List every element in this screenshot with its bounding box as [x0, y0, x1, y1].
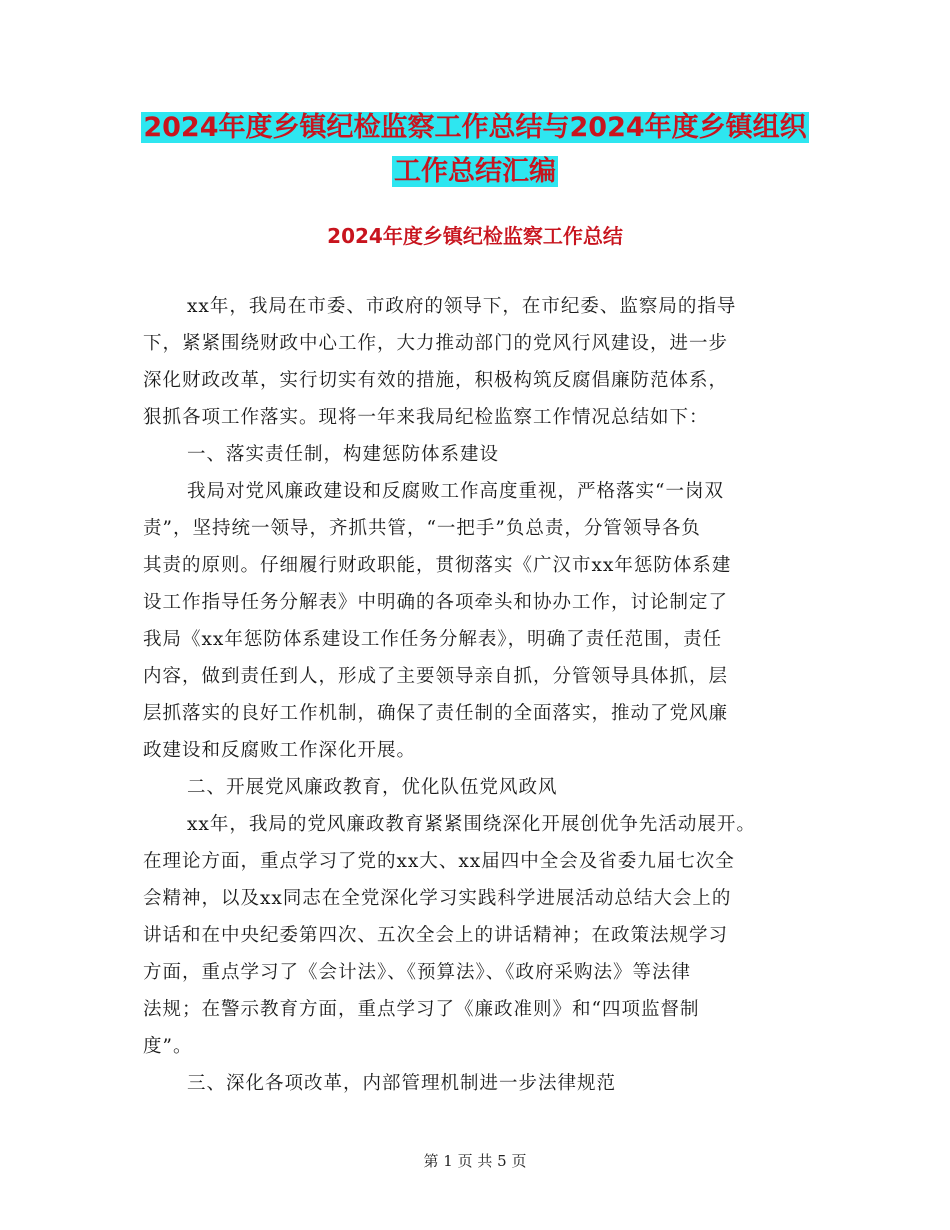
body-line: 会精神，以及xx同志在全党深化学习实践科学进展活动总结大会上的	[143, 888, 732, 909]
body-line: xx年，我局在市委、市政府的领导下，在市纪委、监察局的指导	[187, 296, 737, 317]
body-line: 我局《xx年惩防体系建设工作任务分解表》，明确了责任范围，责任	[143, 629, 723, 650]
section-title: 2024年度乡镇纪检监察工作总结	[327, 224, 623, 248]
section-heading: 三、深化各项改革，内部管理机制进一步法律规范	[187, 1073, 617, 1094]
body-line: xx年，我局的党风廉政教育紧紧围绕深化开展创优争先活动展开。	[187, 814, 756, 835]
body-line: 层抓落实的良好工作机制，确保了责任制的全面落实，推动了党风廉	[143, 703, 729, 724]
body-line: 在理论方面，重点学习了党的xx大、xx届四中全会及省委九届七次全	[143, 851, 735, 872]
body-line: 深化财政改革，实行切实有效的措施，积极构筑反腐倡廉防范体系，	[143, 370, 729, 391]
section-heading: 二、开展党风廉政教育，优化队伍党风政风	[187, 777, 558, 798]
body-line: 其责的原则。仔细履行财政职能，贯彻落实《广汉市xx年惩防体系建	[143, 555, 732, 576]
document-title-line-2: 工作总结汇编	[394, 156, 556, 187]
body-line: 下，紧紧围绕财政中心工作，大力推动部门的党风行风建设，进一步	[143, 333, 729, 354]
body-line: 内容，做到责任到人，形成了主要领导亲自抓，分管领导具体抓，层	[143, 666, 729, 687]
body-line: 方面，重点学习了《会计法》、《预算法》、《政府采购法》等法律	[143, 962, 692, 983]
body-line: 讲话和在中央纪委第四次、五次全会上的讲话精神；在政策法规学习	[143, 925, 729, 946]
body-line: 度”。	[143, 1036, 193, 1057]
document-title-line-1: 2024年度乡镇纪检监察工作总结与2024年度乡镇组织	[143, 112, 807, 143]
body-line: 狠抓各项工作落实。现将一年来我局纪检监察工作情况总结如下：	[143, 407, 709, 428]
page-footer: 第 1 页 共 5 页	[423, 1152, 527, 1170]
section-heading: 一、落实责任制，构建惩防体系建设	[187, 444, 500, 465]
body-line: 法规；在警示教育方面，重点学习了《廉政准则》和“四项监督制	[143, 999, 700, 1020]
document-body	[143, 288, 823, 1102]
body-line: 政建设和反腐败工作深化开展。	[143, 740, 417, 761]
body-line: 责”，坚持统一领导，齐抓共管，“一把手”负总责，分管领导各负	[143, 518, 701, 539]
body-line: 我局对党风廉政建设和反腐败工作高度重视，严格落实“一岗双	[187, 481, 724, 502]
body-line: 设工作指导任务分解表》中明确的各项牵头和协办工作，讨论制定了	[143, 592, 729, 613]
